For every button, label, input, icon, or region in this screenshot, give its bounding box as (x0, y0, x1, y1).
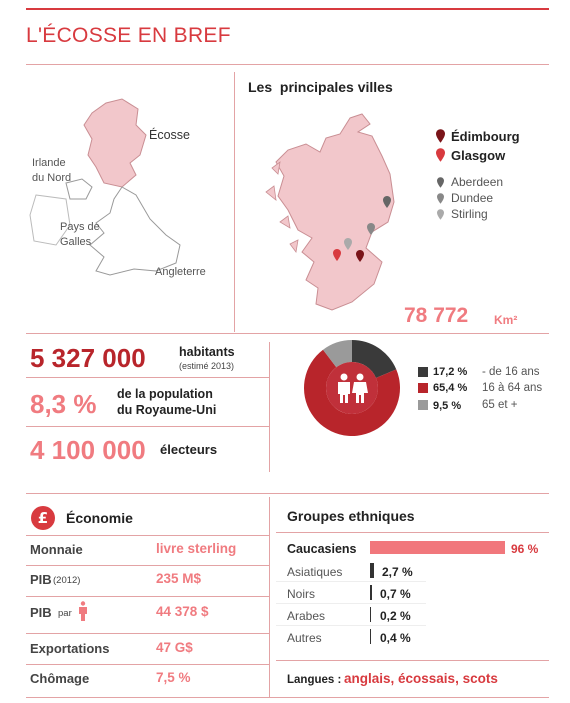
england-wales-shape (90, 187, 180, 275)
languages-divider (276, 660, 549, 661)
label-irlande: Irlande du Nord (32, 157, 72, 184)
uk-map (26, 95, 231, 280)
ethnic-bar-4 (370, 629, 371, 644)
share-value: 8,3 % (30, 389, 97, 419)
habitants-value: 5 327 000 (30, 343, 146, 373)
economy-value-exportations: 47 G$ (156, 640, 193, 655)
age-legend-swatch-2 (418, 400, 428, 410)
ethnic-row-divider-3 (276, 625, 426, 626)
economy-value-pib: 235 M$ (156, 571, 202, 586)
ethnic-value-3: 0,2 % (380, 609, 411, 623)
voters-value: 4 100 000 (30, 435, 146, 465)
economy-row-divider-0 (26, 535, 269, 536)
voters-label: électeurs (160, 442, 218, 457)
map-pin-dundee (367, 222, 375, 240)
legend-pin-glasgow (436, 148, 445, 167)
economy-label-par: par (58, 608, 72, 619)
ethnic-bar-2 (370, 585, 372, 600)
page-title: L'ÉCOSSE EN BREF (26, 24, 231, 47)
economy-value-pib-par: 44 378 $ (156, 604, 209, 619)
top-vertical-divider (234, 72, 235, 332)
habitants-note: (estimé 2013) (179, 361, 235, 371)
age-legend-label-2: 65 et + (482, 399, 518, 411)
bottom-vertical-divider (269, 497, 270, 697)
svg-text:£: £ (37, 509, 49, 527)
ethnic-name-2: Noirs (287, 587, 316, 601)
legend-city-aberdeen: Aberdeen (451, 175, 504, 189)
ethnic-bar-1 (370, 563, 374, 578)
scotland-map (262, 112, 422, 317)
economy-title: Économie (66, 510, 133, 526)
area-unit: Km² (494, 313, 518, 327)
people-icon (333, 373, 371, 408)
area-value: 78 772 (404, 304, 469, 327)
map-pin-edimbourg (356, 249, 364, 267)
legend-pin-stirling (437, 207, 444, 225)
economy-label-monnaie: Monnaie (30, 542, 83, 557)
economy-row-divider-1 (26, 565, 269, 566)
economy-divider (26, 493, 549, 494)
economy-row-divider-3 (26, 633, 269, 634)
label-pays-de-galles: Pays de Galles (60, 221, 100, 248)
ethnic-value-0: 96 % (511, 542, 539, 556)
age-legend-value-1: 65,4 % (433, 382, 468, 394)
ethnic-name-4: Autres (287, 631, 322, 645)
person-icon (78, 601, 88, 626)
ethnic-row-divider-2 (276, 603, 426, 604)
legend-city-dundee: Dundee (451, 191, 494, 205)
economy-label-chomage: Chômage (30, 671, 90, 686)
economy-label-pib: PIB (30, 572, 52, 587)
habitants-label: habitants (179, 345, 235, 359)
footer-divider (26, 697, 549, 698)
share-label-2: du Royaume-Uni (117, 403, 217, 417)
ethnic-title: Groupes ethniques (287, 508, 415, 524)
ethnic-title-divider (276, 532, 549, 533)
population-row-divider-1 (26, 377, 269, 378)
age-legend-label-1: 16 à 64 ans (482, 382, 543, 394)
age-legend-value-2: 9,5 % (433, 400, 462, 412)
legend-city-glasgow: Glasgow (451, 148, 506, 163)
economy-row-divider-4 (26, 664, 269, 665)
ethnic-name-0: Caucasiens (287, 542, 357, 556)
header-top-rule (26, 8, 549, 10)
label-angleterre: Angleterre (155, 266, 206, 278)
legend-city-edimbourg: Édimbourg (451, 129, 520, 144)
cities-title: Les principales villes (248, 79, 393, 95)
economy-label-pib-year: (2012) (53, 575, 81, 586)
scotland-shape (84, 99, 146, 187)
map-pin-aberdeen (383, 195, 391, 213)
ethnic-value-4: 0,4 % (380, 631, 411, 645)
map-pin-glasgow (333, 248, 341, 266)
ethnic-value-1: 2,7 % (382, 565, 413, 579)
economy-row-divider-2 (26, 596, 269, 597)
age-legend-swatch-1 (418, 383, 428, 393)
economy-value-monnaie: livre sterling (156, 541, 237, 556)
population-divider (26, 333, 549, 334)
languages-value: anglais, écossais, scots (344, 671, 498, 686)
population-row-divider-2 (26, 426, 269, 427)
ethnic-value-2: 0,7 % (380, 587, 411, 601)
economy-label-exportations: Exportations (30, 641, 110, 656)
legend-pin-edimbourg (436, 129, 445, 148)
ethnic-bar-0 (370, 541, 505, 554)
economy-value-chomage: 7,5 % (156, 670, 191, 685)
ethnic-name-3: Arabes (287, 609, 326, 623)
share-label-1: de la population (117, 387, 213, 401)
ethnic-bar-3 (370, 607, 371, 622)
map-pin-stirling (344, 237, 352, 255)
ethnic-name-1: Asiatiques (287, 565, 343, 579)
header-divider (26, 64, 549, 65)
pound-icon (30, 505, 56, 536)
ethnic-row-divider-1 (276, 581, 426, 582)
economy-label-pib-par: PIB (30, 605, 52, 620)
age-legend-value-0: 17,2 % (433, 366, 468, 378)
age-legend-swatch-0 (418, 367, 428, 377)
languages-label: Langues : (287, 674, 342, 686)
legend-city-stirling: Stirling (451, 207, 488, 221)
label-ecosse: Écosse (149, 128, 190, 142)
age-legend-label-0: - de 16 ans (482, 366, 540, 378)
population-vertical-divider (269, 342, 270, 472)
